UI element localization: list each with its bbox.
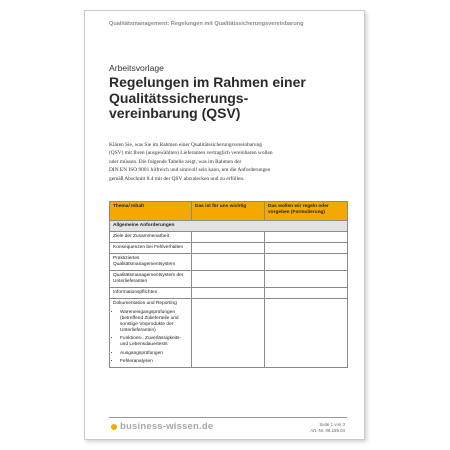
row-regulation-cell[interactable] [265,243,348,254]
row-regulation-cell[interactable] [265,232,348,243]
row-topic [110,299,192,368]
doc-row-bullets [113,310,188,366]
section-label: Allgemeine Anforderungen [110,221,348,232]
title-line: Regelungen im Rahmen einer [109,74,306,90]
document-title [109,75,349,122]
brand-dot-icon [111,424,117,430]
header-regulation: Das wollen wir regeln oder vorgeben (Formulierung) [265,202,348,221]
table-header-row [110,202,348,221]
table-row [110,271,348,288]
row-important-cell[interactable] [192,271,265,288]
table-row [110,243,348,254]
brand-logo [111,421,213,432]
title-line: vereinbarung (QSV) [109,105,241,121]
document-page [84,10,365,440]
table-row [110,299,348,368]
intro-line: oder müssen. Die folgende Tabelle zeigt, was im Rahmen der [109,158,242,165]
row-regulation-cell[interactable] [265,271,348,288]
page-number: Seite 1 von 3 [319,422,345,427]
bullet-item: • Fehleranalysen [120,359,188,365]
intro-line: (QSV) mit Ihren (ausgewählten) Lieferanten vertraglich vereinbaren wollen [109,150,273,157]
table-row [110,288,348,299]
article-number: Art.-Nr. 08.159.04 [310,427,345,433]
row-important-cell[interactable] [192,243,265,254]
row-regulation-cell[interactable] [265,254,348,271]
page-info [310,422,345,433]
intro-paragraph [109,141,349,183]
bullet-item: • Wareneingangsprüfungen (betreffend Zulieferteile und sonstige Vorprodukte der Unterlieferanten) [120,310,188,334]
header-important: Das ist für uns wichtig [192,202,265,221]
row-topic: Informationspflichten [110,288,192,299]
title-line: Qualitätssicherungs- [109,89,249,106]
header-topic: Thema/ Inhalt [110,202,192,221]
row-topic: Ziele der Zusammenarbeit [110,232,192,243]
intro-line: DIN EN ISO 9001 hilfreich und sinnvoll sein kann, um die Anforderungen [109,167,271,174]
doc-row-label: Dokumentation und Reporting [113,301,177,306]
qsv-table [109,201,348,368]
row-regulation-cell[interactable] [265,288,348,299]
row-topic: Praktiziertes Qualitätsmanagementsystem [110,254,192,271]
bullet-item: • Ausgangsprüfungen [120,351,188,357]
intro-line: Klären Sie, was Sie im Rahmen einer Qualitätssicherungsvereinbarung [109,142,262,148]
row-topic: Qualitätsmanagementsystem der Unterlieferanten [110,271,192,288]
brand-name: business-wissen.de [120,421,214,432]
table-row [110,254,348,271]
document-label: Arbeitsvorlage [109,63,164,73]
footer-divider [109,417,347,418]
row-regulation-cell[interactable] [265,299,348,368]
row-important-cell[interactable] [192,288,265,299]
row-important-cell[interactable] [192,232,265,243]
running-header: Qualitätsmanagement: Regelungen mit Qualitätssicherungsvereinbarung [109,21,304,27]
row-important-cell[interactable] [192,299,265,368]
section-row [110,221,348,232]
table-row [110,232,348,243]
bullet-item: • Funktions-, Zuverlässigkeits- und Lebensdauertests [120,336,188,348]
row-important-cell[interactable] [192,254,265,271]
intro-line: gemäß Abschnitt 8.4 mit der QSV abzudecken und zu erfüllen. [109,175,245,182]
row-topic: Konsequenzen bei Fehlverhalten [110,243,192,254]
